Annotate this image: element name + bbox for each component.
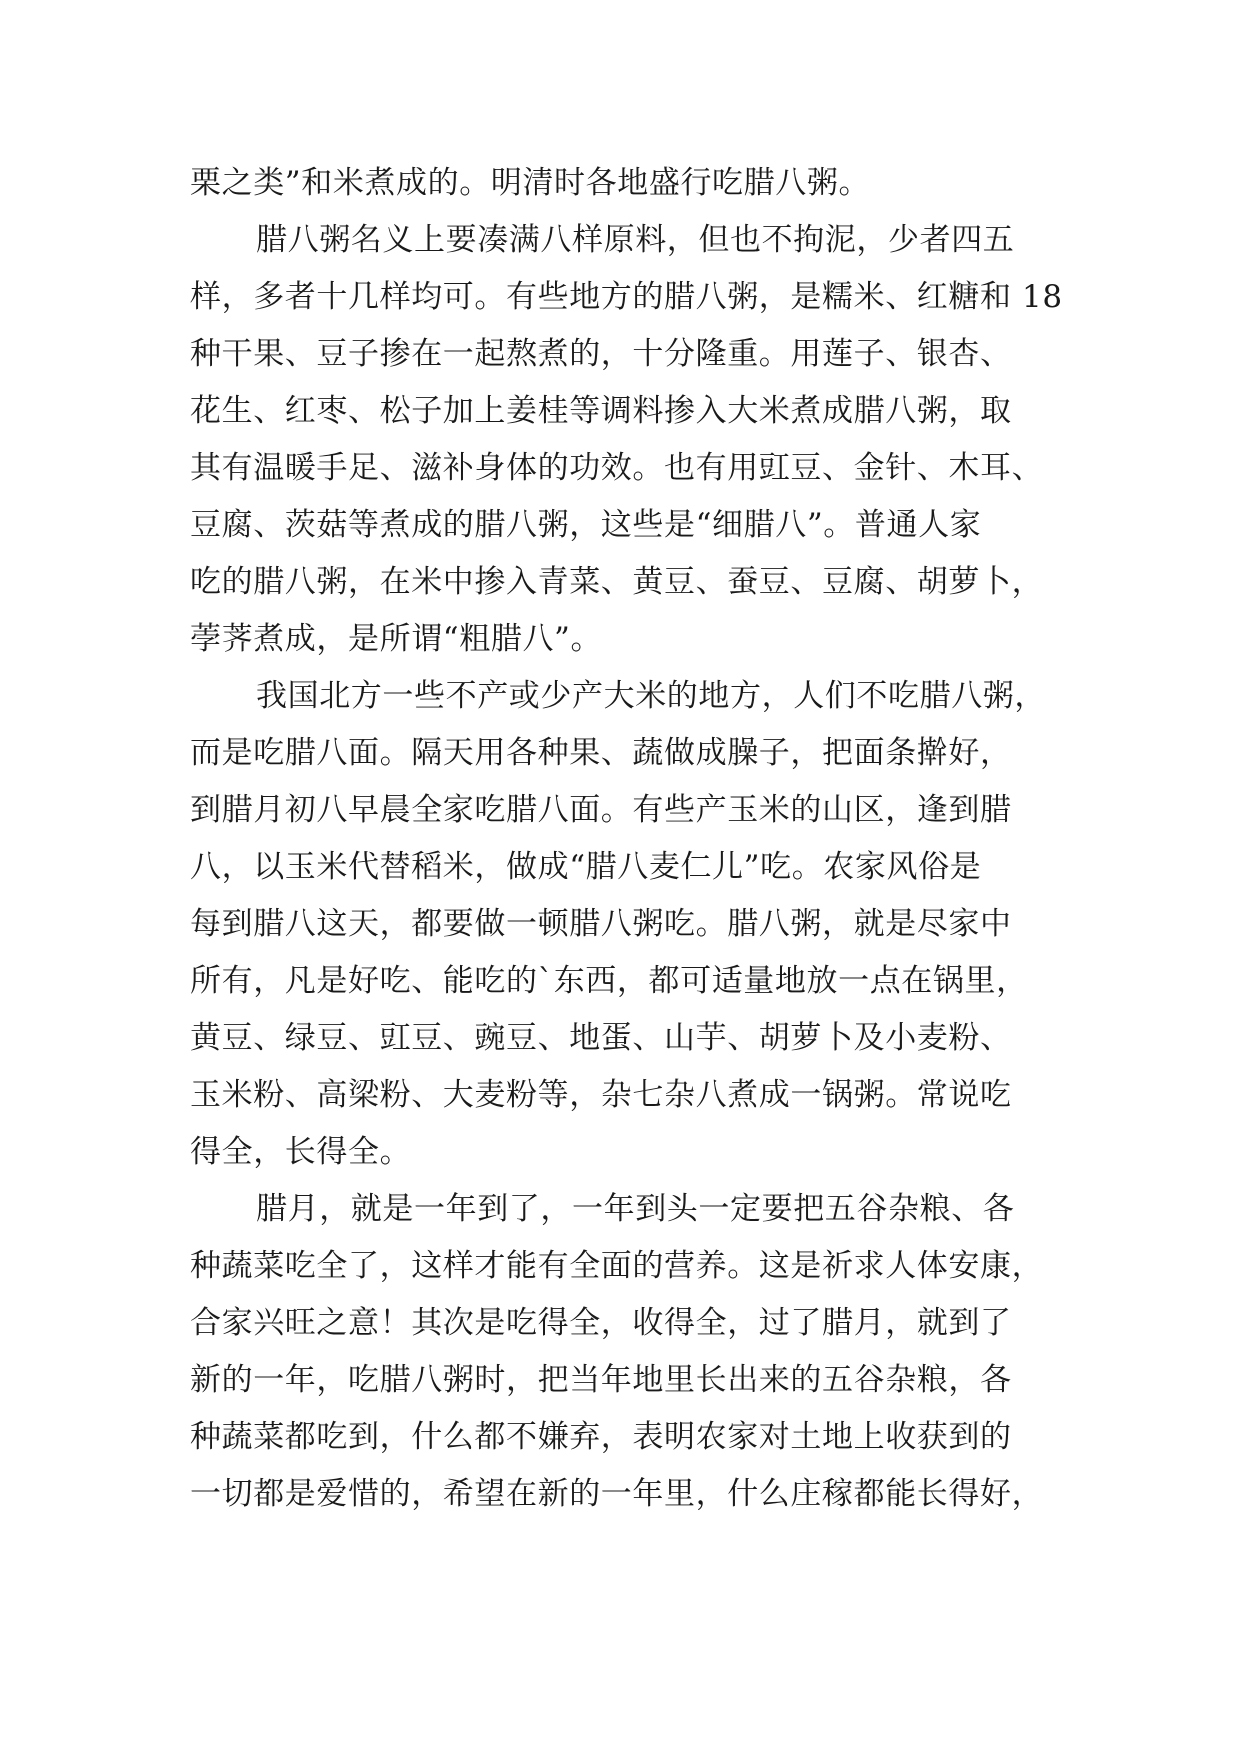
text-line: 八，以玉米代替稻米，做成“腊八麦仁儿”吃。农家风俗是 — [190, 849, 982, 885]
paragraph-first-line: 腊八粥名义上要凑满八样原料，但也不拘泥，少者四五 — [256, 222, 1015, 258]
text-line: 其有温暖手足、滋补身体的功效。也有用豇豆、金针、木耳、 — [190, 450, 1044, 486]
text-line: 玉米粉、高梁粉、大麦粉等，杂七杂八煮成一锅粥。常说吃 — [190, 1077, 1012, 1113]
text-line: 而是吃腊八面。隔天用各种果、蔬做成臊子，把面条擀好， — [190, 735, 1012, 771]
text-line: 黄豆、绿豆、豇豆、豌豆、地蛋、山芋、胡萝卜及小麦粉、 — [190, 1020, 1012, 1056]
text-line: 到腊月初八早晨全家吃腊八面。有些产玉米的山区，逢到腊 — [190, 792, 1012, 828]
text-line: 合家兴旺之意！其次是吃得全，收得全，过了腊月，就到了 — [190, 1305, 1012, 1341]
text-line: 样，多者十几样均可。有些地方的腊八粥，是糯米、红糖和 18 — [190, 279, 1063, 315]
text-line: 种蔬菜都吃到，什么都不嫌弃，表明农家对土地上收获到的 — [190, 1419, 1012, 1455]
text-line: 种干果、豆子掺在一起熬煮的，十分隆重。用莲子、银杏、 — [190, 336, 1012, 372]
text-line: 花生、红枣、松子加上姜桂等调料掺入大米煮成腊八粥，取 — [190, 393, 1012, 429]
paragraph-first-line: 我国北方一些不产或少产大米的地方，人们不吃腊八粥， — [256, 678, 1046, 714]
text-line: 每到腊八这天，都要做一顿腊八粥吃。腊八粥，就是尽家中 — [190, 906, 1012, 942]
paragraph-first-line: 腊月，就是一年到了，一年到头一定要把五谷杂粮、各 — [256, 1191, 1015, 1227]
text-line: 种蔬菜吃全了，这样才能有全面的营养。这是祈求人体安康， — [190, 1248, 1044, 1284]
text-line: 新的一年，吃腊八粥时，把当年地里长出来的五谷杂粮，各 — [190, 1362, 1012, 1398]
text-line: 吃的腊八粥，在米中掺入青菜、黄豆、蚕豆、豆腐、胡萝卜， — [190, 564, 1044, 600]
text-line: 荸荠煮成，是所谓“粗腊八”。 — [190, 621, 603, 657]
text-line: 所有，凡是好吃、能吃的`东西，都可适量地放一点在锅里， — [190, 963, 1028, 999]
text-line: 豆腐、茨菇等煮成的腊八粥，这些是“细腊八”。普通人家 — [190, 507, 982, 543]
text-line: 栗之类”和米煮成的。明清时各地盛行吃腊八粥。 — [190, 165, 871, 201]
text-line: 一切都是爱惜的，希望在新的一年里，什么庄稼都能长得好， — [190, 1476, 1044, 1512]
text-line: 得全，长得全。 — [190, 1134, 412, 1170]
